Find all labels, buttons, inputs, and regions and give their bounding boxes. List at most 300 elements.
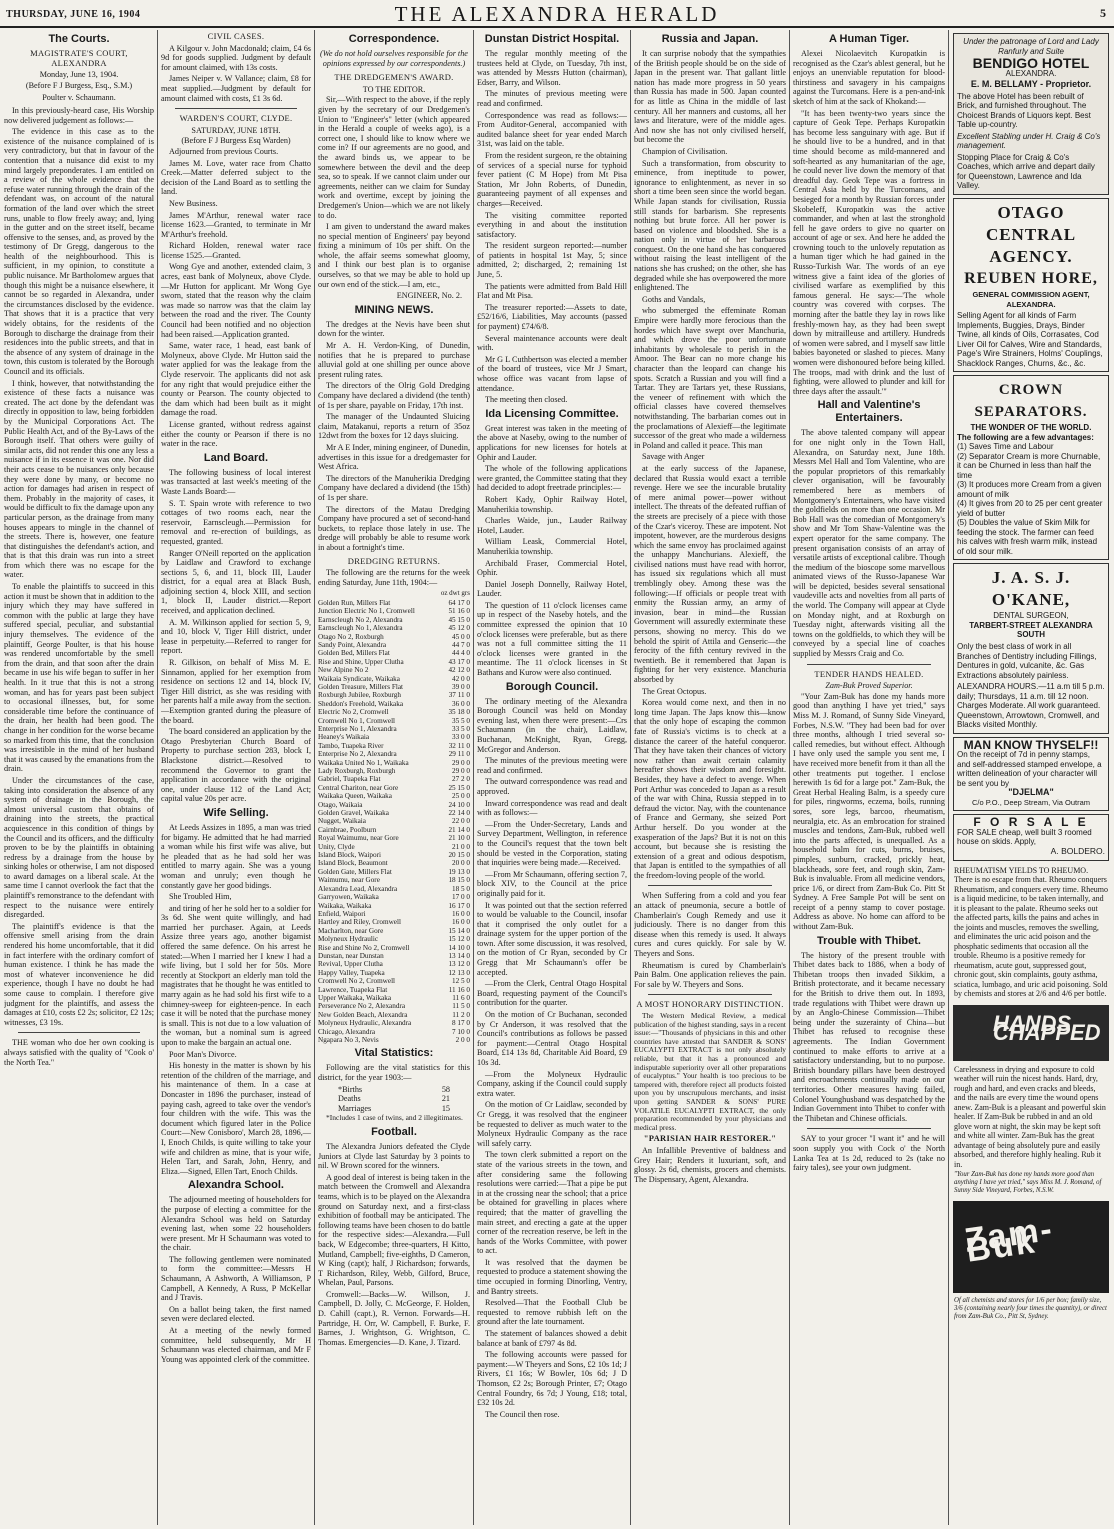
paragraph: "It has been twenty-two years since the capture of Geok Tepe. Perhaps Kuropatkin has become less sanguinary with age. But if he should live to be a hundred, and in that time should become as mild-mannered and soft-hearted as any humanitarian of the age, he could never live down the memory of that dreadful day. Geok Tepe was a fortress in Central Asia held by the Turcomans, and besieged for a month by Russian forces under Skobeleff, Kuropatkin was the active commander, and when at last the stronghold fell he gave orders to give no quarter on account of age or sex. And here he added the crowning touch to the unlovely reputation as a human tiger which he had gained in the Russo-Turkish War. The words of an eye witness give a faint idea of the glories of civilised warfare as exemplified by this famous general. He says:—'The whole country was covered with corpses. The morning after the battle they lay in rows like freshly-mown hay, as they had been swept down by mitrailleuse and artillery. Hundreds of women were sabred, and I myself saw little babies bayoneted or slashed to pieces. Many women were dishonoured before being killed. The troops, mad with drink and the lust of fighting, were allowed to plunder and kill for three days after the assault.'": [793, 108, 945, 396]
dredge-name: Earnscleugh No 2, Alexandra: [318, 615, 403, 624]
borough-council-heading: Borough Council.: [505, 680, 599, 693]
award-letter: [318, 95, 470, 289]
courts-heading: The Courts.: [48, 33, 110, 45]
newspaper-title: THE ALEXANDRA HERALD: [394, 2, 720, 26]
returns-row: [318, 742, 470, 750]
warden-court-heading: WARDEN'S COURT, CLYDE.: [179, 113, 293, 124]
dredge-name: Sandy Point, Alexandra: [318, 640, 387, 649]
honorary-heading: A MOST HONORARY DISTINCTION.: [636, 999, 784, 1010]
dredge-yield: 45 0 0: [452, 632, 470, 641]
dredge-name: Gabriel, Tuapeka Flat: [318, 775, 381, 784]
chapped-hands-text: Carelessness in drying and exposure to cold weather will ruin the nicest hands. Hard, dry, rough and hard, and even cracks and bleeds, and the nails are every time the wound opens anew. Zam-Buk is a pleasant and powerful skin healer. If Zam-Buk be rubbed in and an old glove worn at night, the skin may be kept soft and white all winter. Zam-Buk has the great advantage of being absolutely pure and easily absorbed, and therefore highly healing. Rub it in.: [954, 1064, 1106, 1169]
dredge-yield: 32 11 0: [448, 741, 470, 750]
returns-row: [318, 859, 470, 867]
vital-count: 21: [441, 1094, 450, 1104]
hospital-heading: Dunstan District Hospital.: [484, 33, 620, 45]
dredge-yield: 25 0 0: [452, 792, 470, 801]
dredge-yield: 20 15 0: [448, 851, 470, 860]
returns-row: [318, 767, 470, 775]
returns-row: [318, 658, 470, 666]
know-text: On the receipt of 7d in penny stamps, and self-addressed stamped envelope, a written delineation of your character will be sent you by: [957, 750, 1102, 788]
column-2: [161, 30, 311, 1525]
column-rule: [157, 30, 158, 1525]
dredge-name: Golden Run, Millers Flat: [318, 598, 391, 607]
chapped-hands-label: HANDS CHAPPED: [993, 1010, 1101, 1046]
paragraph: A Kilgour v. John Macdonald; claim, £4 6s 9d for goods supplied. Judgment by default for amount claimed, with 13s costs.: [161, 43, 311, 72]
returns-row: [318, 717, 470, 725]
dredge-name: Waimumu, near Gore: [318, 876, 380, 885]
returns-row: [318, 935, 470, 943]
column-rule: [948, 30, 949, 1525]
dredge-yield: 11 2 0: [452, 1010, 470, 1019]
pain-balm-ad: Rheumatism is cured by Chamberlain's Pain Balm. One application relieves the pain. For sale by W. Theyers and Sons.: [634, 960, 786, 989]
column-4: [477, 30, 627, 1525]
divider: [18, 1032, 140, 1033]
alexandra-school-body: [161, 1195, 311, 1364]
vital-row: [318, 1104, 470, 1114]
dredge-yield: 45 12 0: [448, 624, 470, 633]
masthead: [0, 0, 1114, 28]
agency-role: GENERAL COMMISSION AGENT, ALEXANDRA.: [972, 289, 1090, 309]
dredge-name: Perseverance No 2, Alexandra: [318, 1002, 406, 1011]
paragraph: Resolved—That the Football Club be requested to remove rubbish left on the ground after the late tournament.: [477, 1298, 627, 1327]
dredge-yield: 15 14 0: [448, 926, 470, 935]
paragraph: Great interest was taken in the meeting of the above at Naseby, owing to the number of applications for new licenses for hotels at Ophir and Lauder.: [477, 423, 627, 462]
mining-news-body: [318, 320, 470, 553]
honorary-body: The Western Medical Review, a medical publication of the highest standing, says in a recent issue:—"Thousands of physicians in this and other countries have attested that SANDER & SONS' EUCALYPTI EXTRACT is not only absolutely reliable, but that it has a pronounced and indisputable superiority over all other preparations of eucalyptus." Your health is too precious to be tampered with, therefore reject all products foisted upon you by unscrupulous merchants, and insist upon getting SANDER & SONS' PURE VOLATILE EUCALYPTI EXTRACT, the only preparation recommended by your physicians and medical press.: [634, 1011, 786, 1132]
dredge-yield: 13 12 0: [448, 960, 470, 969]
dredge-yield: 42 12 0: [448, 666, 470, 675]
for-sale-heading: F O R S A L E: [973, 815, 1089, 830]
paragraph: The dredges at the Nevis have been shut down for the winter.: [318, 319, 470, 339]
divider: [807, 664, 931, 665]
crown-advantages-list: [957, 442, 1105, 556]
column-rule: [789, 30, 790, 1525]
paragraph: The meeting then closed.: [485, 395, 568, 405]
paragraph: Such a transformation, from obscurity to eminence, from ineptitude to power, ignorance to enlightenment, as never in so short a time been seen since the world began. While Japan stands for civilisation, Russia still stands for barbarism. She represents nothing but brute force. All her power is based on violence and bloodshed. She is a nation only in virtue of her barbarous conquest. On the one hand she has conquered without raising the least intelligent of the nations she has crushed; on the other, she has degraded while she has overpowered the more enlightened. The: [634, 158, 786, 293]
dredge-name: Molyneux Hydraulic: [318, 935, 379, 944]
know-address: C/o P.O., Deep Stream, Via Outram: [971, 797, 1091, 807]
paragraph: The Alexandra Juniors defeated the Clyde Juniors at Clyde last Saturday by 3 points to nil. W Brown scored for the winners.: [318, 1141, 470, 1171]
paragraph: —From the Clerk, Central Otago Hospital Board, requesting payment of the Council's contribution for the quarter.: [477, 979, 627, 1008]
paragraph: Wong Gye and another, extended claim, 3 acres, east bank of Molyneux, above Clyde.—Mr Hutton for applicant. Mr Wong Gye sworn, stated that the reason why the claim was made so narrow was that the claim lay between the road and the river. The County Council had been notified and no objection had been raised.—Application granted.: [161, 262, 311, 339]
dredge-name: Waikaka Queen, Waikaka: [318, 792, 392, 801]
dredge-yield: 42 0 0: [452, 674, 470, 683]
paragraph: The Great Octopus.: [642, 686, 707, 696]
returns-row: [318, 910, 470, 918]
vital-statistics-intro: Following are the vital statistics for this district, for the year 1903:—: [318, 1063, 470, 1082]
dentist-text: Only the best class of work in all Branches of Dentistry including Fillings, Dentures in gold, vulcanite, &c. Gas Extractions absolutely painless.: [957, 642, 1097, 680]
paragraph: The directors of the Manuherikia Dredging Company have declared a dividend (the 15th) of 1s per share.: [318, 473, 470, 502]
bendigo-hotel-ad: [953, 33, 1109, 195]
dredge-name: Lawrence, Tuapeka Flat: [318, 985, 388, 994]
paragraph: The Council then rose.: [485, 1409, 560, 1419]
dredge-name: Enterprise No 1, Alexandra: [318, 724, 397, 733]
paragraph: Sir,—With respect to the above, if the reply given by the secretary of our Dredgemen's Union to "Engineer's" letter (which appeared in the Herald a couple of weeks ago), is a correct one, I should like to know where we come in? If our agreements are no good, and the award binds us, we appear to be somewhere between the devil and the deep sea, so to speak. If we cannot claim under our agreements, neither can we claim for Sunday work and overtime, except by joining the Dredgemen's Union—which we are not likely to do.: [318, 95, 470, 220]
returns-row: [318, 675, 470, 683]
dredge-name: Otago No 2, Roxburgh: [318, 632, 384, 641]
returns-row: [318, 633, 470, 641]
tea-grocer-notice: SAY to your grocer "I want it" and he will soon supply you with Cock o' the North Lanka Tea at 1s 2d, reduced to 2s (take no fairy tales), see your own judgment.: [793, 1134, 945, 1173]
dredge-yield: 64 17 0: [448, 598, 470, 607]
civil-cases-body: [161, 44, 311, 104]
tender-hands-sub: Zam-Buk Proved Superior.: [825, 681, 913, 691]
dredge-yield: 22 14 0: [448, 809, 470, 818]
dredge-yield: 25 15 0: [448, 783, 470, 792]
returns-row: [318, 986, 470, 994]
case-title: Poulter v. Schaumann.: [42, 93, 116, 103]
dredge-yield: 51 16 0: [448, 607, 470, 616]
wife-selling-heading: Wife Selling.: [203, 806, 269, 819]
paragraph: Ranger O'Neill reported on the application by Laidlaw and Crawford to exchange sections 5, 6, and 11, block III, Lauder district, for a equal area at Black Bush, adjoining section 4, block XIII, and section 1, block II, Lauder district.—Report received, and application declined.: [161, 548, 311, 616]
agency-text: Selling Agent for all kinds of Farm Implements, Buggies, Drays, Binder Twine, all kinds of Oils, Corrasates, Cod Liver Oil for Calves, Wire and Standards, Page's Wire Strainers, Holms' Couplings, Shacklock Ranges, Churns, &c., &c.: [957, 311, 1103, 368]
dredge-name: Cromwell No 1, Cromwell: [318, 716, 396, 725]
hotel-proprietor: E. M. BELLAMY - Proprietor.: [970, 79, 1092, 90]
paragraph: Mr A E Inder, mining engineer, of Dunedin, advertises in this issue for a dredgemaster for West Africa.: [318, 442, 470, 472]
paragraph: The manager of the Undaunted Sluicing claim, Matakanui, reports a return of 35oz 12dwt from the boxes for 12 days sluicing.: [318, 412, 470, 441]
paragraph: From the resident surgeon, re the obtaining of services of a special nurse for typhoid fever patient (C M Hope) from Mt Pisa Station, Mr John Roberts, of Dunedin, guaranteeing payment of all expenses and charges—Received.: [477, 150, 627, 208]
dredge-name: Rise and Shine No 2, Cromwell: [318, 943, 410, 952]
paragraph: At Leeds Assizes in 1895, a man was tried for bigamy. He admitted that he had married a woman while his first wife was alive, but he pleaded that as he had sold her was entitled to marry again. She was a young woman and unruly; even though he constantly gave her good bidings.: [161, 822, 311, 890]
dredge-name: Enterprise No 2, Alexandra: [318, 750, 397, 759]
paragraph: Correspondence was read as follows:—From Auditor-General, accompanied with audited balance sheet for year ended March 31st, was laid on the table.: [477, 110, 627, 149]
paragraph: Archibald Fraser, Commercial Hotel, Ophir.: [477, 558, 627, 578]
paragraph: The patients were admitted from Bald Hill Flat and Mt Pisa.: [477, 281, 627, 301]
tender-hands-heading: TENDER HANDS HEALED.: [814, 668, 924, 679]
dredge-yield: 7 10 0: [452, 1027, 470, 1036]
returns-row: [318, 750, 470, 758]
dredge-yield: 29 0 0: [452, 758, 470, 767]
column-5: [634, 30, 786, 1525]
dredge-name: Nugget, Waikaia: [318, 817, 366, 826]
dredge-yield: 15 12 0: [448, 935, 470, 944]
crown-separators-ad: [953, 375, 1109, 560]
returns-row: [318, 666, 470, 674]
know-name: "DJELMA": [1008, 787, 1054, 798]
dredge-name: Revival, Upper Clutha: [318, 960, 383, 969]
dredge-yield: 29 11 0: [448, 750, 470, 759]
paragraph: License granted, without redress against either the county or Pearson if there is no water in the race.: [161, 419, 311, 449]
paragraph: The resident surgeon reported:—number of patients in hospital 1st May, 5; since admitted, 2; discharged, 2; remaining 1st June, 5.: [477, 241, 627, 280]
paragraph: The adjourned meeting of householders for the purpose of electing a committee for the Alexandra School was held on Saturday evening last, when some 22 householders were present. Mr H Schaumann was voted to the chair.: [161, 1195, 311, 1253]
returns-row: [318, 994, 470, 1002]
paragraph: The board considered an application by the Otago Presbyterian Church Board of Property to purchase section 283, block I, Blackstone district.—Resolved to recommend the Governor to grant the application in accordance with the original one, under clause 112 of the Land Act; capital value 20s per acre.: [161, 727, 311, 804]
paragraph: His honesty in the matter is shown by his retention of the children of the marriage, and his maintenance of them. In a case at Doncaster in 1896 the purchaser, instead of paying cash, agreed to take over the vendor's four children with the wife. This was the document which figured later in the Police Court:—New Conisboro', March 28, 1896,—I, Enoch Childs, is quite willing to take your wife and children as mine, that is your wife, Helen Tart, and Sarah, John, Henry, and Eliza.—Signed, Ellen Tart, Enoch Childs.: [161, 1061, 311, 1176]
returns-row: [318, 607, 470, 615]
dredge-yield: 19 13 0: [448, 867, 470, 876]
column-rule: [314, 30, 315, 1525]
paragraph: She Troubled Him,: [169, 892, 232, 902]
dredge-yield: 17 0 0: [452, 893, 470, 902]
courts-subheading: MAGISTRATE'S COURT, ALEXANDRA: [30, 48, 128, 68]
dredge-name: Roxburgh Jubilee, Roxburgh: [318, 691, 401, 700]
vital-statistics-table: [318, 1085, 470, 1114]
returns-row: [318, 918, 470, 926]
hotel-stabling: Excellent Stabling under H. Craig & Co's management.: [957, 131, 1101, 151]
column-1: [4, 30, 154, 1525]
returns-row: [318, 649, 470, 657]
paragraph: Alexei Nicolaevitch Kuropatkin is recognised as the Czar's ablest general, but he enjoys an unenviable reputation for blood-thirstiness and savagery in his campaigns against the Turcomans. Here is a pen-and-ink sketch of him at the sack of Khokand:—: [793, 49, 945, 106]
hotel-coaches: Stopping Place for Craig & Co's Coaches, which arrive and depart daily for Queenstown, Lawrence and Ida Valley.: [957, 152, 1095, 191]
paragraph: Richard Holden, renewal water race license 1525.—Granted.: [161, 241, 311, 260]
returns-row: [318, 725, 470, 733]
paragraph: It can surprise nobody that the sympathies of the British people should be on the side of Japan in the present war. That gallant little nation has made more progress in 50 years than Russia has made in 500. Japan counted for as little as China in the middle of last century. All her manners and customs, all her laws and literature, were of the middle ages. And now she has not only civilised herself, but become the: [634, 49, 786, 145]
paragraph: The following accounts were passed for payment:—W Theyers and Sons, £2 10s 1d; J Rivers, £1 16s; W Bowler, 10s 6d; J D Thomson, £2 2s; Borough Printer, £7; Otago Central Foundry, 6s 7d; J Young, £18; total, £32 10s 2d.: [477, 1350, 627, 1408]
returns-row: [318, 1002, 470, 1010]
dredge-yield: 35 18 0: [448, 708, 470, 717]
dredge-yield: 11 16 0: [448, 985, 470, 994]
vital-row: [318, 1085, 470, 1095]
dredge-yield: 16 0 0: [452, 918, 470, 927]
returns-row: [318, 775, 470, 783]
borough-council-body: [477, 697, 627, 1420]
dredge-yield: 45 15 0: [448, 615, 470, 624]
column-rule: [473, 30, 474, 1525]
dredge-name: Cromwell No 2, Cromwell: [318, 977, 396, 986]
correspondence-note: (We do not hold ourselves responsible for the opinions expressed by our correspondents.): [320, 49, 468, 68]
dredge-yield: 2 0 0: [455, 1036, 470, 1044]
paragraph: The plaintiff's evidence is that the offensive smell arising from the drain rendered his home uncomfortable, that it did in fact interfere with the ordinary comfort of human existence. I think he has made the most of whatever inconvenience he did experience, though I have no doubt he had some cause to complain. I therefore give judgment for the plaintiffs, and assess the damages at £10, costs £2 2s; solicitor, £2 12s; witnesses, £3 19s.: [4, 921, 154, 1027]
paragraph: It was pointed out that the section referred to would be valuable to the Council, insofar that it comprised the only outlet for a drainage system for the upper portion of the town. After some discussion, it was resolved, on the motion of Cr Ryan, seconded by Cr Gregg that Mr Schaumann's offer be accepted.: [477, 900, 627, 977]
paragraph: William Leask, Commercial Hotel, Manuherikia township.: [477, 537, 627, 556]
returns-row: [318, 834, 470, 842]
vital-statistics-note: *Includes 1 case of twins, and 2 illegitimates.: [326, 1113, 463, 1123]
returns-row: [318, 893, 470, 901]
paragraph: The visiting committee reported everything in and about the institution satisfactory.: [477, 210, 627, 239]
hotel-name: BENDIGO HOTEL: [972, 55, 1090, 72]
dredge-yield: 21 14 0: [448, 825, 470, 834]
paragraph: The outward correspondence was read and approved.: [477, 777, 627, 796]
returns-row: [318, 1028, 470, 1036]
russia-japan-heading: Russia and Japan.: [661, 33, 759, 45]
wife-selling-body: [161, 823, 311, 1176]
returns-row: [318, 700, 470, 708]
crown-advantage-item: (3) It produces more Cream from a given amount of milk: [957, 480, 1102, 499]
dredge-name: Rise and Shine, Upper Clutha: [318, 657, 404, 666]
dredge-name: New Alpine No 2: [318, 666, 369, 675]
zambuk-logo-illustration: [953, 1201, 1109, 1293]
dredge-yield: 43 17 0: [448, 657, 470, 666]
chapped-hands-illustration: [953, 1005, 1109, 1061]
dredge-yield: 11 6 0: [452, 993, 470, 1002]
agency-owner: REUBEN HORE,: [964, 269, 1098, 287]
hair-restorer-heading: "PARISIAN HAIR RESTORER.": [643, 1133, 777, 1144]
dredge-name: Island Block, Waipori: [318, 851, 381, 860]
paragraph: who submerged the effeminate Roman Empire were hardly more ferocious than the hordes which have swept over Manchuria, and which drove the poor unfortunate inhabitants by wholesale to perish in the Amoor. The Bear can no more change his character than the leopard can change his spots. Scratch a Russian and you will find a Tartar. They are Tartars yet, these Russians, the veneer of refinement with which the official classes have covered themselves notwithstanding. The barbarian comes out in the proclamations of Alexieff—the legitimate successor of the great who made a wilderness in Poland and called it peace. This man: [634, 306, 786, 450]
returns-row: [318, 792, 470, 800]
paragraph: R. Gilkison, on behalf of Miss M. E. Sinnamon, applied for her exemption from residence on sections 12 and 14, block IV, Tiger Hill district, as she was residing with her parents half a mile away from the section.—Exemption granted during the pleasure of the board.: [161, 658, 311, 725]
paragraph: The whole of the following applications were granted, the Committee stating that they had decided to adopt freetrade principles:—: [477, 464, 627, 493]
award-heading: THE DREDGEMEN'S AWARD.: [334, 72, 454, 83]
returns-row: [318, 708, 470, 716]
paragraph: In this previously-heard case, His Worship now delivered judgement as follows:—: [4, 105, 154, 125]
paragraph: On a ballot being taken, the first named seven were declared elected.: [161, 1304, 311, 1324]
paragraph: The directors of the Matau Dredging Company have procured a set of second-hand buckets, to replace those lately in use. The dredge will probably be able to resume work in about a fortnight's time.: [318, 504, 470, 552]
dredge-name: Macharlton, near Gore: [318, 926, 384, 935]
paragraph: S. T. Spain wrote with reference to two cottages of two rooms each, near the reservoir, Earnscleugh.—Permission for removal and re-erection of buildings, as requested, granted.: [161, 498, 311, 546]
paragraph: A good deal of interest is being taken in the match between the Cromwell and Alexandra teams, which is to be played on the Alexandra ground on Saturday next, and a first-class exhibition of football may be anticipated. The following teams have been chosen to do battle for the respective sides:—Alexandra.—Full back, W Edgecombe; three-quarters, H Kitto, Mutland, Campbell; five-eighths, D Cameron, W King (capt); half, J Richardson; forwards, T Richardson, Riley, Webb, Gilford, Bruce, Whelan, Paul, Parsons.: [318, 1172, 470, 1288]
column-rule: [630, 30, 631, 1525]
returns-row: [318, 1019, 470, 1027]
paragraph: —From Mr Schaumann, offering section 7, block XIV, to the Council at the price originally paid for it.: [477, 869, 627, 898]
paragraph: The evidence in this case as to the existence of the nuisance complained of is very contradictory, but that in favour of the contention that a nuisance did exist to my mind largely preponderates. I am entitled on a review of the whole evidence that the refuse water running through the drain of the defendant was, on account of the natural formation of the land over which the street runs, unable to flow freely away; and, lying in the gutter and on the street itself, became offensive to the senses, and, as proved by the testimony of Dr Gregg, dangerous to the health of the neighbourhood. This is sufficient, in my opinion, to constitute a public nuisance. Mr Bartholomew argues that though this might be a nuisance elsewhere, it cannot be so regarded in Alexandra, under the circumstances disclosed by the evidence. That shows that it is a practice that very widely obtains, for the residents of the Borough to discharge the drainage from their residences into the public streets, and that in the absence of any system of drainage in the town, this custom is tolerated by the Borough Council and its officials.: [4, 127, 154, 376]
returns-row: [318, 641, 470, 649]
dredging-returns-intro: The following are the returns for the week ending Saturday, June 11th, 1904:—: [318, 568, 470, 587]
for-sale-text: FOR SALE cheap, well built 3 roomed house on skids. Apply,: [957, 827, 1092, 847]
paragraph: On the motion of Cr Buchanan, seconded by Cr Anderson, it was resolved that the Council's contributions as follows be passed for payment:—Central Otago Hospital Board, £14 13s 8d, Charitable Aid Board, £9 10s 3d.: [477, 1010, 627, 1067]
dredge-yield: 16 0 0: [452, 909, 470, 918]
returns-row: [318, 902, 470, 910]
human-tiger-body: [793, 49, 945, 396]
dredge-yield: 12 5 0: [452, 977, 470, 986]
dredge-yield: 27 2 0: [452, 775, 470, 784]
paragraph: at the early success of the Japanese, declared that Russia would exact a terrible revenge. Here we see the incurable brutality of mere animal power—power without intellect. The threats of the defeated ruffian of the streets are precisely of a piece with those of the Czar's viceroy. These are impotent. Not impotent, however, are the murderous designs which the same envoy has proclaimed against the unhappy Manchurians. Alexieff, the civilised nations must have read with horror, has issued six regulations which all must tremblingly obey. Among these was the following:—If officials or people treat with enmity the Russian army, an army of invasion, bear in mind—the Russian Government will assuredly exterminate these persons, showing no mercy. This do we behold the spirit of Attila and Genseric—the ferocity of the fifth century revived in the twentieth. Be it remembered that Japan is fighting for her very existence. Manchuria absorbed by: [634, 463, 786, 684]
dredge-name: Lady Roxburgh, Roxburgh: [318, 767, 396, 775]
vital-label: Deaths: [338, 1094, 361, 1104]
dredge-name: Garryowen, Waikaka: [318, 893, 379, 902]
patronage-line: Under the patronage of Lord and Lady Ranfurly and Suite: [963, 37, 1099, 56]
vital-row: [318, 1094, 470, 1104]
dredge-name: Central Chariton, near Gore: [318, 783, 399, 792]
returns-row: [318, 733, 470, 741]
vital-label: *Births: [338, 1084, 363, 1094]
returns-row: [318, 851, 470, 859]
dredge-yield: 16 17 0: [448, 901, 470, 910]
paragraph: and tiring of her he sold her to a soldier for 3s 6d. She went quite willingly, and had married her purchaser. Again, at Leeds Assize three years ago, another bigamist offered the same defence. On his arrest he stated:—When I married her I knew I had a wife living, but I sold her for 50s. More recently at Stockport an elderly man told the magistrates that he thought he was entitled to marry again as he had sold his first wife to a chimney-sweep for eighteen-pence. In each case it will be noted that the purchase money is small. This is not due to a low valuation of the woman, but a nominal sum is agreed upon to make the bargain an actual one.: [161, 903, 311, 1047]
hair-restorer-body: An Infallible Preventive of baldness and Grey Hair; Renders it luxuriant, soft, and glossy. 2s 6d, chemists, grocers and chemists. The Dispensary, Agent, Alexandra.: [634, 1145, 786, 1184]
alexandra-school-heading: Alexandra School.: [188, 1179, 284, 1192]
dredge-name: Upper Waikaka, Waikaka: [318, 993, 392, 1002]
paragraph: I think, however, that notwithstanding the existence of these facts a nuisance was created. The act done by the defendant was directly in opposition to law, being forbidden by the Municipal Corporations Act. The Public Health Act, and of the By-Laws of the Borough itself. That others were guilty of similar acts, did not render this one any less a nuisance if in its essence it was one. Nor did their acts cease to be nuisances only because they were done by many, or become no action for damages had arisen in respect of them. Probably in the majority of cases, it would be difficult to fix the damage upon any particular person, as the drainage from many houses appears to mingle in the channel of the streets. There is, however, one feature that distinguishes the defendant's action, and that is that this drain was run into a street from which there was no escape for the water.: [4, 378, 154, 580]
paragraph: Adjourned from previous Courts.: [169, 146, 279, 156]
award-signature: ENGINEER, No. 2.: [396, 291, 462, 301]
dredge-yield: 33 0 0: [452, 733, 470, 742]
divider: [648, 885, 772, 886]
dredge-yield: 18 15 0: [448, 876, 470, 885]
returns-row: [318, 683, 470, 691]
paragraph: —From the Under-Secretary, Lands and Survey Department, Wellington, in reference to the Council's request that the town belt should be vested in the Corporation, stating that inquiries were being made.—Received.: [477, 819, 627, 868]
paragraph: Daniel Joseph Donnelly, Railway Hotel, Lauder.: [477, 579, 627, 599]
land-board-body: [161, 468, 311, 804]
for-sale-name: A. BOLDERO.: [1050, 845, 1105, 856]
hotel-text: The above Hotel has been rebuilt of Brick, and furnished throughout. The Choicest Brands of Liquors kept. Best Table up-country.: [957, 91, 1091, 130]
tea-notice: THE woman who doe her own cooking is always satisfied with the quality of "Cook o' the North Tea.": [4, 1038, 154, 1067]
zambuk-logo-text: Zam-Buk: [962, 1209, 1056, 1270]
paragraph: The statement of balances showed a debit balance at bank of £797 4s 8d.: [477, 1329, 627, 1348]
dredge-name: Waikaka, Waikaka: [318, 901, 372, 910]
paragraph: James Neiper v. W Vallance; claim, £8 for meat supplied.—Judgment by default for amount claimed with costs, £1 3s 6d.: [161, 74, 311, 103]
dredge-yield: 35 5 0: [452, 716, 470, 725]
courts-before: (Before F J Burgess, Esq., S.M.): [25, 80, 133, 90]
dredge-name: Happy Valley, Tuapeka: [318, 968, 385, 977]
paragraph: Korea would come next, and then in no long time Japan. The Japs know this—know that the only hope of escaping the common fate of Russia's victims is to check at a distance the career of the hateful conqueror. That they have taken their chances of victory now rather than await certain calamity hereafter shows their wisdom and foresight. Besides, they have a defect to avenge. When Port Arthur was conceded to Japan as a result of the war with China, Russia stepped in to defraud the victor. Nay, with the countenance of France and Germany, she seized Port Arthur herself. Do you wonder at the exasperation of the Japs? But it is not on this account, but because she is resisting the extension of a great and odious despotism, that Japan is entitled to the sympathies of all the freedom-loving people of the world.: [634, 698, 786, 880]
paragraph: The following business of local interest was transacted at last week's meeting of the Waste Lands Board:—: [161, 467, 311, 496]
paragraph: It was resolved that the daymen be requested to produce a statement showing the time occupied in forming Dinorling, Ventry, and Bantry streets.: [477, 1257, 627, 1296]
football-heading: Football.: [371, 1125, 417, 1138]
returns-units: oz dwt grs: [440, 589, 470, 598]
paragraph: New Business.: [169, 198, 218, 208]
dredge-name: Sheddon's Freehold, Waikaka: [318, 699, 404, 708]
dredging-returns-heading: DREDGING RETURNS.: [347, 555, 441, 566]
agency-name: OTAGO CENTRAL AGENCY.: [985, 202, 1077, 266]
dentist-hours: ALEXANDRA HOURS.—11 a.m till 5 p.m. daily; Thursdays, 11 a.m. till 12 noon. Charges Moderate. All work guaranteed. Queenstown, Arrowtown, Cromwell, and Blacks visited Monthly.: [957, 682, 1105, 730]
dredge-yield: 29 0 0: [452, 767, 470, 775]
paragraph: —From the Molyneux Hydraulic Company, asking if the Council could supply extra water.: [477, 1069, 627, 1098]
courts-date: Monday, June 13, 1904.: [39, 70, 119, 80]
dredge-name: Golden Treasure, Millers Flat: [318, 682, 404, 691]
paragraph: Mr G L Cuthbertson was elected a member of the board of trustees, vice Mr J Smart, whose office was vacant from lapse of attendance.: [477, 354, 627, 393]
award-to-editor: TO THE EDITOR.: [362, 84, 426, 94]
issue-date: THURSDAY, JUNE 16, 1904: [6, 9, 141, 20]
paragraph: To enable the plaintiffs to succeed in this action it must be shown that in addition to the injury which they may have suffered in common with the public at large they have suffered special, peculiar, and substantial injury themselves. The evidence of the plaintiff, George Poulter, is that his house was rendered uncomfortable by the smell from the drain, and that soon after the drain became in use his wife began to suffer in her health. In it true that this is not a strong woman, and has for years past been subject to occasional illnesses, but, for some considerable time before the continuance of the drain, her health had been good. The change in her condition for the worse became so marked from this time, that the conclusion was irresistible in the mind of her husband that it was caused by the emanations from the drain.: [4, 582, 154, 774]
otago-central-agency-ad: [953, 198, 1109, 372]
dredge-name: Alexandra Lead, Alexandra: [318, 884, 398, 893]
divider: [175, 108, 297, 109]
dredge-yield: 21 0 0: [452, 842, 470, 851]
divider: [807, 1128, 931, 1129]
dredge-yield: 11 5 0: [452, 1002, 470, 1011]
dredge-name: Heaney's Waikaia: [318, 733, 370, 742]
returns-row: [318, 826, 470, 834]
returns-row: [318, 885, 470, 893]
dredge-name: Enfield, Waipori: [318, 909, 366, 918]
page-number: 5: [1100, 6, 1106, 20]
dredge-yield: 44 7 0: [452, 640, 470, 649]
dredge-name: Golden Bed, Millers Flat: [318, 649, 390, 658]
dentist-street: TARBERT-STREET ALEXANDRA SOUTH: [969, 620, 1093, 640]
civil-cases-heading: CIVIL CASES.: [207, 31, 265, 41]
dredge-yield: 37 11 0: [448, 691, 470, 700]
dredging-returns-table: [318, 599, 470, 1045]
for-sale-ad: [953, 814, 1109, 860]
returns-row: [318, 944, 470, 952]
know-heading: MAN KNOW THYSELF!!: [963, 737, 1099, 752]
crown-intro: The following are a few advantages:: [957, 432, 1094, 442]
warden-date: SATURDAY, JUNE 18TH.: [191, 125, 281, 135]
dredge-name: Dunstan, near Dunstan: [318, 951, 384, 960]
dredge-name: Junction Electric No 1, Cromwell: [318, 607, 415, 616]
ida-licensing-heading: Ida Licensing Committee.: [485, 407, 619, 420]
paragraph: The following gentlemen were nominated to form the committee:—Messrs H Schaumann, A Ashworth, A Williamson, P Campbell, A Kennedy, A Russ, P McKellar and J Travis.: [161, 1254, 311, 1303]
hotel-town: ALEXANDRA.: [1005, 68, 1057, 78]
dredge-yield: 33 5 0: [452, 724, 470, 733]
football-body: [318, 1142, 470, 1347]
thibet-body: The history of the present trouble with Thibet dates back to 1886, when a body of Thibetan troops then invaded Sikkim, a British protectorate, and it became necessary for the British to drive them out. In 1893, trade regulations with Thibet were drawn up by an Anglo-Chinese Commission—Thibet being under the suzerainty of China—but Thibet has refused to recognise these agreements. The Indian Government continued to make efforts to arrive at a satisfactory understanding, but to no purpose. British boundary pillars have been destroyed and encroachments continually made on our territories. Other measures having failed, Colonel Younghusband was despatched by the Indian Government into Thibet to confer with the Thibetan and Chinese officials.: [793, 950, 945, 1123]
dredge-name: Ngapara No 3, Nevis: [318, 1036, 379, 1044]
returns-row: [318, 809, 470, 817]
dredge-yield: 14 10 0: [448, 943, 470, 952]
ida-licensing-body: [477, 424, 627, 678]
paragraph: The treasurer reported:—Assets to date, £52/16/6, Liabilities, May accounts (passed for payment) £74/6/8.: [477, 302, 627, 332]
crown-name: CROWN SEPARATORS.: [974, 382, 1088, 421]
paragraph: Charles Waide, jun., Lauder Railway Hotel, Lauder.: [477, 516, 627, 535]
returns-row: [318, 960, 470, 968]
dredge-name: Golden Gravel, Waikaka: [318, 809, 389, 818]
paragraph: Inward correspondence was read and dealt with as follows:—: [477, 798, 627, 818]
paragraph: Poor Man's Divorce.: [169, 1049, 237, 1059]
returns-row: [318, 876, 470, 884]
crown-advantage-item: (1) Saves Time and Labour: [957, 442, 1054, 452]
dredge-name: Hartley and Riley, Cromwell: [318, 918, 401, 927]
know-thyself-ad: [953, 737, 1109, 812]
returns-row: [318, 868, 470, 876]
returns-row: [318, 952, 470, 960]
dredge-yield: 8 17 0: [452, 1019, 470, 1028]
zambuk-footer: Of all chemists and stores for 1/6 per box; family size, 3/6 (containing nearly four times the quantity), or direct from Zam-Buk Co., Pitt St, Sydney.: [954, 1297, 1107, 1320]
dredge-yield: 24 10 0: [448, 800, 470, 809]
courts-body: [4, 106, 154, 1027]
entertainers-body: The above talented company will appear for one night only in the Town Hall, Alexandra, on Saturday next, June 18th. Messrs Mel Hall and Tom Valentine, who are the popular proprietors of this remarkably clever organisation, will be favourably remembered here as members of Montgomery's Entertainers, who have visited the goldfields on more than one occasion. Mr Bob Hall was the comedian of Montgomery's show and Mr Tom Shaw-Valentine was the expert operator for the same company. The present organisation consists of an array of versatile artists of exceptional calibre. Though the medium of the bioscope some marvellous animated views of the Russo-Japanese War will be depicted, besides several sensational vaudeville acts and novelties from all parts of the world. The Company will appear at Clyde on Monday night, and at Roxburgh on Tuesday night, afterwards visiting all the towns on the goldfields, to which they will be conveyed by a special line of coaches supplied by Messrs Craig and Co.: [793, 428, 945, 659]
